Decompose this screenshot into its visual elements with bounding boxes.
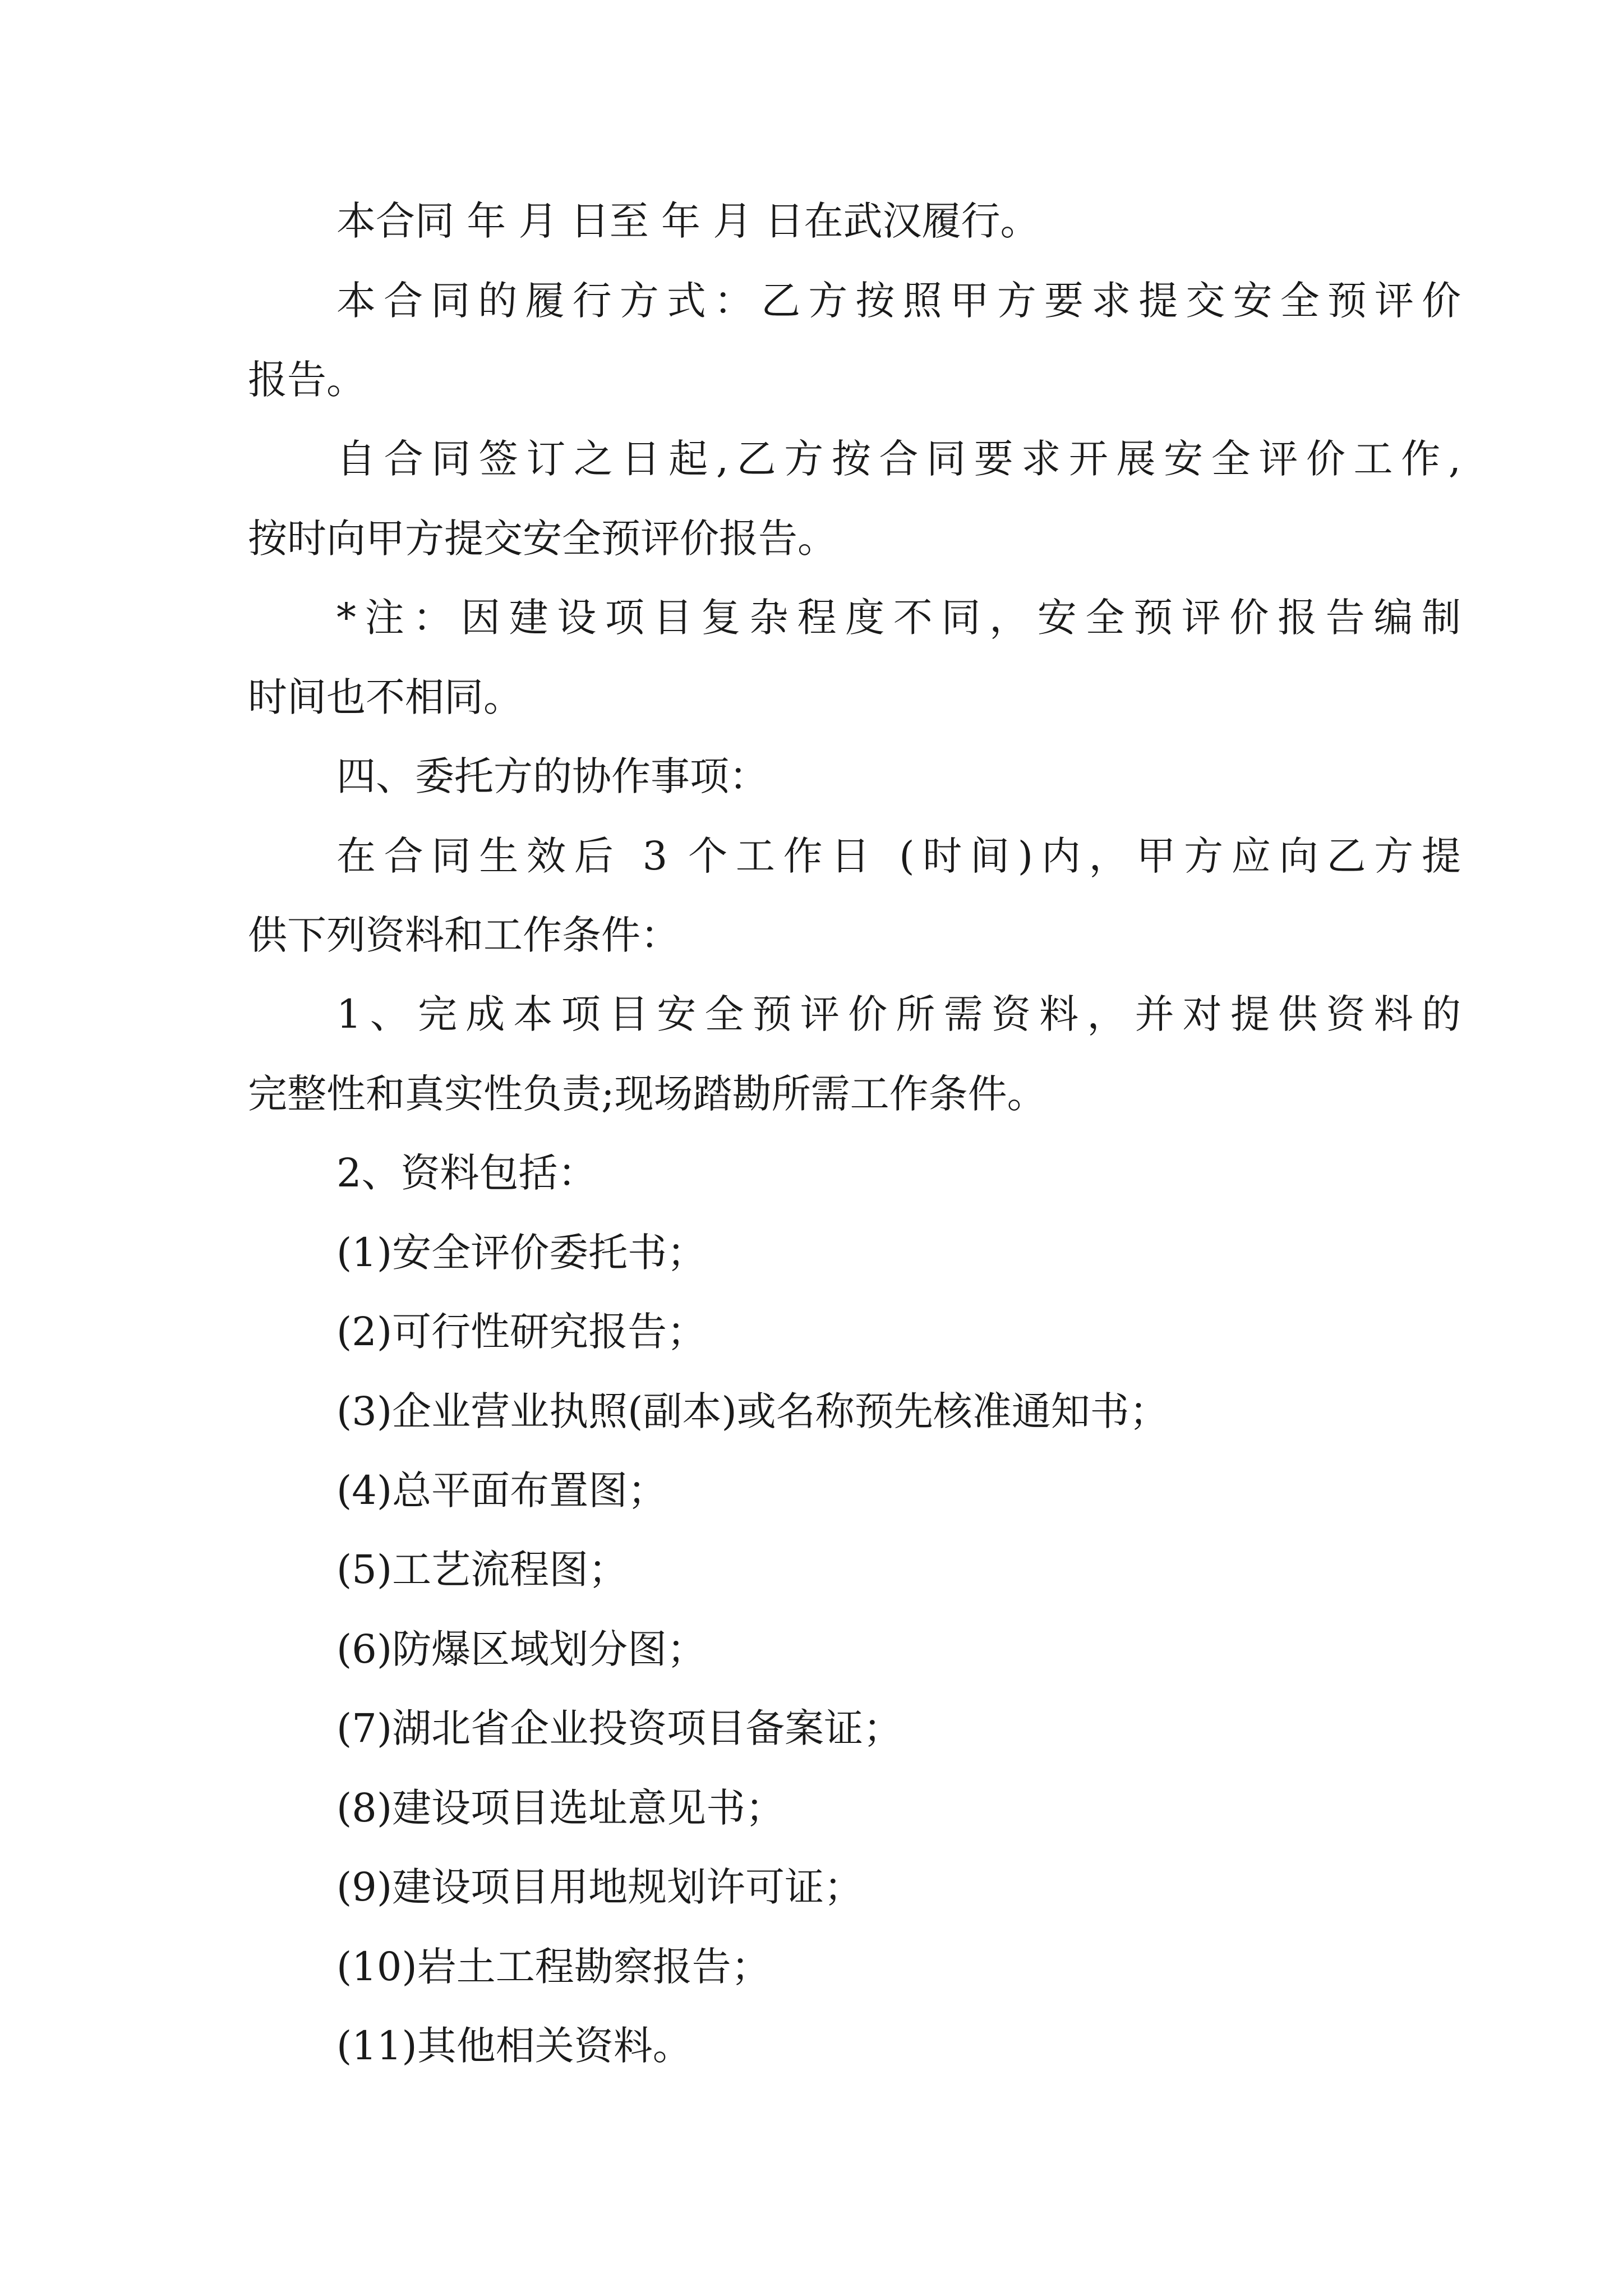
paragraph-note-cont: 时间也不相同。	[248, 674, 523, 720]
paragraph-start-work: 自合同签订之日起,乙方按合同要求开展安全评价工作,	[336, 436, 1461, 482]
material-item: (5)工艺流程图；	[336, 1547, 628, 1593]
material-item: (7)湖北省企业投资项目备案证；	[336, 1705, 903, 1751]
list-item-2: 2、资料包括：	[336, 1150, 597, 1196]
material-item: (9)建设项目用地规划许可证；	[336, 1864, 864, 1910]
list-item-1-cont: 完整性和真实性负责;现场踏勘所需工作条件。	[248, 1071, 1046, 1117]
paragraph-within-days-cont: 供下列资料和工作条件：	[248, 912, 680, 958]
section-heading-cooperation: 四、委托方的协作事项：	[336, 753, 768, 799]
material-item: (1)安全评价委托书；	[336, 1230, 707, 1276]
paragraph-within-days: 在合同生效后 3 个工作日 (时间)内，甲方应向乙方提	[336, 833, 1461, 879]
material-item: (2)可行性研究报告；	[336, 1309, 707, 1355]
paragraph-note: *注：因建设项目复杂程度不同，安全预评价报告编制	[336, 595, 1461, 641]
paragraph-performance-method-cont: 报告。	[248, 357, 366, 403]
paragraph-performance-period: 本合同 年 月 日至 年 月 日在武汉履行。	[336, 198, 1040, 244]
material-item: (11)其他相关资料。	[336, 2023, 692, 2069]
material-item: (10)岩土工程勘察报告；	[336, 1944, 771, 1990]
list-item-1: 1、完成本项目安全预评价所需资料，并对提供资料的	[336, 991, 1461, 1037]
paragraph-start-work-cont: 按时向甲方提交安全预评价报告。	[248, 516, 837, 562]
material-item: (4)总平面布置图；	[336, 1467, 667, 1513]
material-item: (6)防爆区域划分图；	[336, 1626, 707, 1672]
material-item: (8)建设项目选址意见书；	[336, 1785, 785, 1831]
paragraph-performance-method: 本合同的履行方式：乙方按照甲方要求提交安全预评价	[336, 278, 1461, 324]
material-item: (3)企业营业执照(副本)或名称预先核准通知书；	[336, 1388, 1169, 1434]
